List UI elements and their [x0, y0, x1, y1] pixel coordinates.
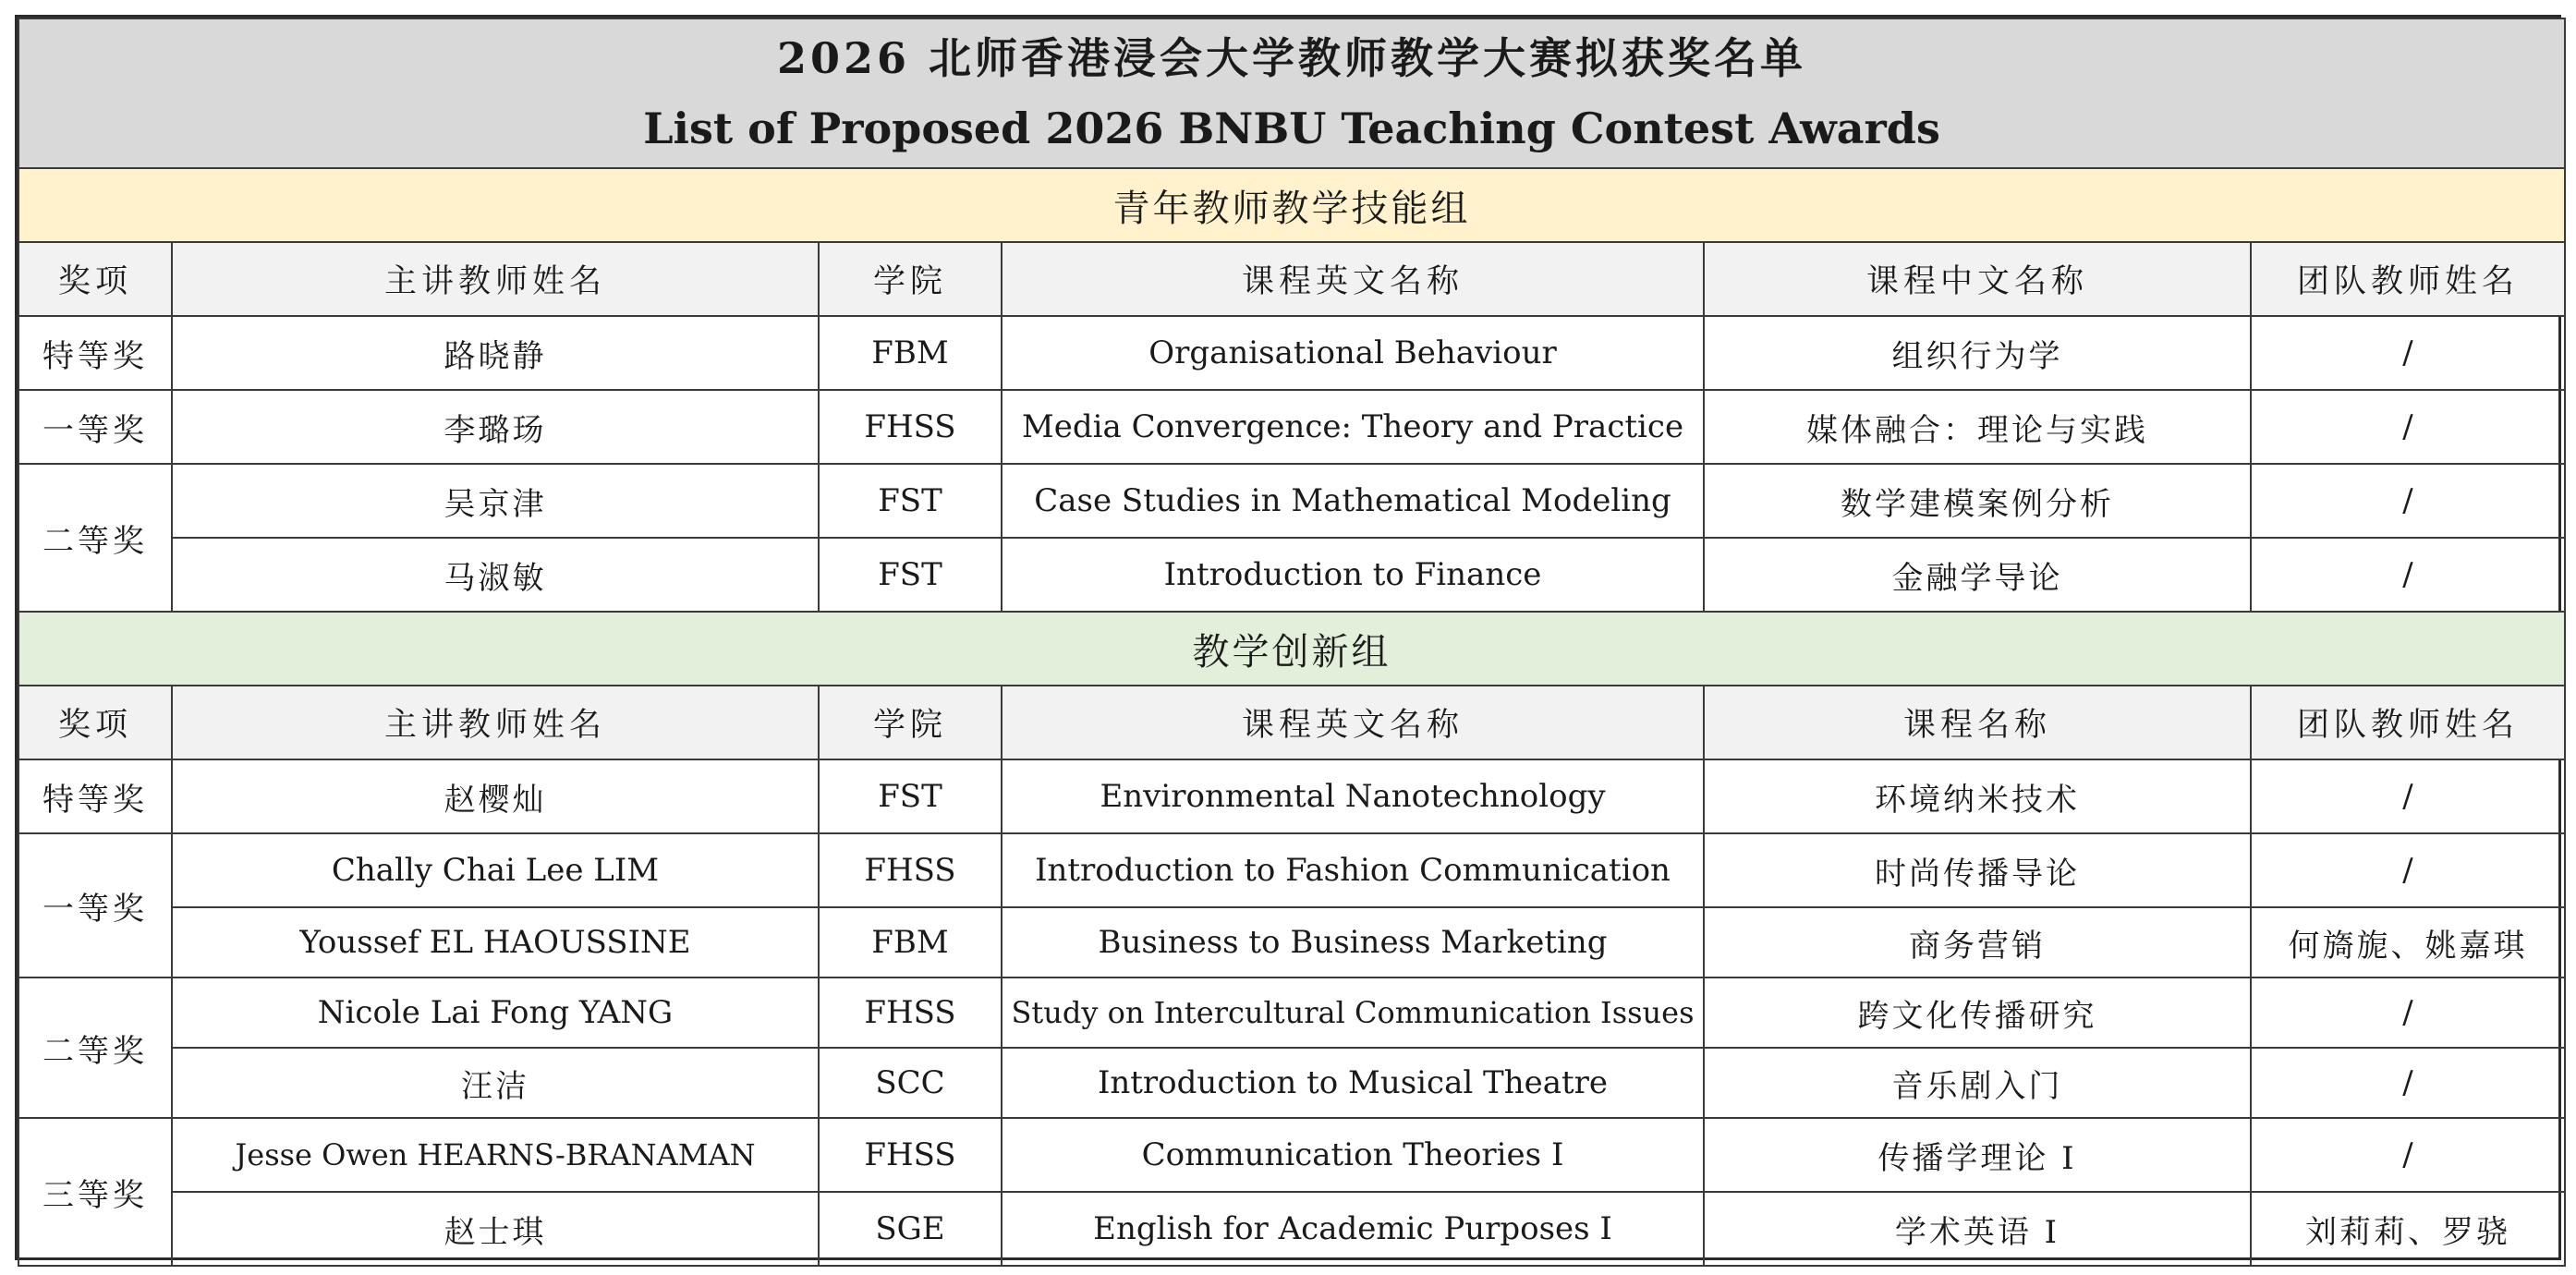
course-chinese-cell: 跨文化传播研究 — [1704, 978, 2251, 1048]
awards-table-sheet — [15, 15, 2561, 1260]
header-course-chinese: 课程中文名称 — [1704, 242, 2251, 316]
faculty-cell: FBM — [819, 316, 1002, 390]
faculty-cell: SGE — [819, 1192, 1002, 1266]
team-cell: / — [2251, 759, 2565, 833]
course-english-cell: Organisational Behaviour — [1002, 316, 1704, 390]
title-english: List of Proposed 2026 BNBU Teaching Contest Awards — [643, 103, 1940, 153]
faculty-cell: SCC — [819, 1048, 1002, 1118]
award-cell: 特等奖 — [18, 759, 172, 833]
faculty-cell: FST — [819, 759, 1002, 833]
table-row — [18, 833, 2565, 907]
header-course-english: 课程英文名称 — [1002, 242, 1704, 316]
lead-teacher-cell: 路晓静 — [172, 316, 819, 390]
table-row — [18, 759, 2565, 833]
lead-teacher-cell: 李璐玚 — [172, 390, 819, 464]
table-row — [18, 316, 2565, 390]
lead-teacher-cell: 吴京津 — [172, 464, 819, 538]
header-course-chinese: 课程名称 — [1704, 686, 2251, 759]
team-cell: / — [2251, 833, 2565, 907]
lead-teacher-cell: Chally Chai Lee LIM — [172, 833, 819, 907]
header-team: 团队教师姓名 — [2251, 242, 2565, 316]
header-row — [18, 686, 2565, 759]
title-row — [18, 18, 2565, 168]
course-chinese-cell: 数学建模案例分析 — [1704, 464, 2251, 538]
course-english-cell: Introduction to Finance — [1002, 538, 1704, 612]
lead-teacher-cell: 马淑敏 — [172, 538, 819, 612]
course-english-cell: English for Academic Purposes I — [1002, 1192, 1704, 1266]
lead-teacher-cell: 汪洁 — [172, 1048, 819, 1118]
title-cell — [18, 18, 2565, 168]
course-english-cell: Business to Business Marketing — [1002, 907, 1704, 978]
team-cell: / — [2251, 1048, 2565, 1118]
course-chinese-cell: 时尚传播导论 — [1704, 833, 2251, 907]
course-english-cell: Environmental Nanotechnology — [1002, 759, 1704, 833]
team-cell: / — [2251, 464, 2565, 538]
table-row — [18, 1192, 2565, 1266]
header-faculty: 学院 — [819, 242, 1002, 316]
course-chinese-cell: 环境纳米技术 — [1704, 759, 2251, 833]
lead-teacher-cell: Jesse Owen HEARNS-BRANAMAN — [172, 1118, 819, 1192]
header-row — [18, 242, 2565, 316]
awards-table — [18, 18, 2566, 1267]
table-row — [18, 1048, 2565, 1118]
course-english-cell: Study on Intercultural Communication Issues — [1002, 978, 1704, 1048]
faculty-cell: FST — [819, 538, 1002, 612]
title-chinese: 2026 北师香港浸会大学教师教学大赛拟获奖名单 — [777, 33, 1807, 83]
header-faculty: 学院 — [819, 686, 1002, 759]
course-chinese-cell: 媒体融合：理论与实践 — [1704, 390, 2251, 464]
course-chinese-cell: 金融学导论 — [1704, 538, 2251, 612]
header-lead-teacher: 主讲教师姓名 — [172, 686, 819, 759]
award-cell: 二等奖 — [18, 464, 172, 612]
header-team: 团队教师姓名 — [2251, 686, 2565, 759]
faculty-cell: FST — [819, 464, 1002, 538]
faculty-cell: FHSS — [819, 1118, 1002, 1192]
award-cell: 一等奖 — [18, 390, 172, 464]
table-row — [18, 464, 2565, 538]
lead-teacher-cell: 赵士琪 — [172, 1192, 819, 1266]
course-english-cell: Case Studies in Mathematical Modeling — [1002, 464, 1704, 538]
header-award: 奖项 — [18, 686, 172, 759]
section-title: 教学创新组 — [18, 612, 2565, 686]
lead-teacher-cell: 赵樱灿 — [172, 759, 819, 833]
team-cell: 何旖旎、姚嘉琪 — [2251, 907, 2565, 978]
team-cell: / — [2251, 538, 2565, 612]
course-chinese-cell: 学术英语 I — [1704, 1192, 2251, 1266]
team-cell: / — [2251, 978, 2565, 1048]
course-chinese-cell: 传播学理论 I — [1704, 1118, 2251, 1192]
course-english-cell: Communication Theories I — [1002, 1118, 1704, 1192]
table-row — [18, 907, 2565, 978]
header-lead-teacher: 主讲教师姓名 — [172, 242, 819, 316]
team-cell: 刘莉莉、罗骁 — [2251, 1192, 2565, 1266]
faculty-cell: FBM — [819, 907, 1002, 978]
table-row — [18, 978, 2565, 1048]
course-english-cell: Introduction to Fashion Communication — [1002, 833, 1704, 907]
award-cell: 三等奖 — [18, 1118, 172, 1266]
course-chinese-cell: 组织行为学 — [1704, 316, 2251, 390]
section-row-young-teachers — [18, 168, 2565, 242]
table-row — [18, 1118, 2565, 1192]
award-cell: 二等奖 — [18, 978, 172, 1118]
course-chinese-cell: 音乐剧入门 — [1704, 1048, 2251, 1118]
team-cell: / — [2251, 1118, 2565, 1192]
award-cell: 一等奖 — [18, 833, 172, 978]
course-chinese-cell: 商务营销 — [1704, 907, 2251, 978]
course-english-cell: Media Convergence: Theory and Practice — [1002, 390, 1704, 464]
faculty-cell: FHSS — [819, 390, 1002, 464]
table-row — [18, 538, 2565, 612]
lead-teacher-cell: Youssef EL HAOUSSINE — [172, 907, 819, 978]
team-cell: / — [2251, 316, 2565, 390]
header-course-english: 课程英文名称 — [1002, 686, 1704, 759]
award-cell: 特等奖 — [18, 316, 172, 390]
team-cell: / — [2251, 390, 2565, 464]
lead-teacher-cell: Nicole Lai Fong YANG — [172, 978, 819, 1048]
section-row-teaching-innovation — [18, 612, 2565, 686]
faculty-cell: FHSS — [819, 978, 1002, 1048]
header-award: 奖项 — [18, 242, 172, 316]
section-title: 青年教师教学技能组 — [18, 168, 2565, 242]
course-english-cell: Introduction to Musical Theatre — [1002, 1048, 1704, 1118]
table-row — [18, 390, 2565, 464]
faculty-cell: FHSS — [819, 833, 1002, 907]
